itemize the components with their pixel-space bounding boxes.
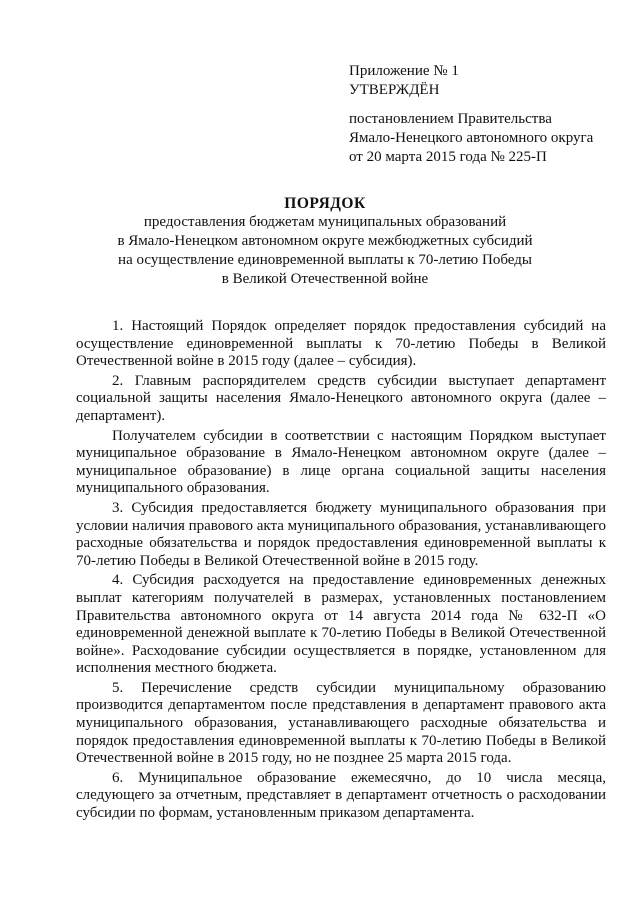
document-title: ПОРЯДОК [284,195,366,212]
approval-block [349,62,609,167]
paragraph: 4. Субсидия расходуется на предоставление единовременных денежных выплат категориям получателей в размерах, установленных постановлением Правительства автономного округа от 14 августа 2014 года № 632-П «О единовременной денежной выплате к 70-летию Победы в Великой Отечественной войне». Расходование субсидии осуществляется в порядке, установленном для исполнения местного бюджета. [76,572,606,677]
paragraph: 1. Настоящий Порядок определяет порядок предоставления субсидий на осуществление единовременной выплаты к 70-летию Победы в Великой Отечественной войне в 2015 году (далее – субсидия). [76,318,606,370]
resolution-line: постановлением Правительства [349,111,552,127]
paragraph: 6. Муниципальное образование ежемесячно, до 10 числа месяца, следующего за отчетным, представляет в департамент отчетность о расходовании субсидии по формам, установленным приказом департамента. [76,769,606,822]
resolution-line: Ямало-Ненецкого автономного округа [349,130,594,146]
paragraph: 3. Субсидия предоставляется бюджету муниципального образования при условии наличия правового акта муниципального образования, устанавливающего расходные обязательства и порядок предоставления единовременной выплаты к 70-летию Победы в Великой Отечественной войне в 2015 году. [76,499,606,569]
document-subtitle [95,213,555,289]
paragraph: Получателем субсидии в соответствии с настоящим Порядком выступает муниципальное образование в Ямало-Ненецком автономном округе (далее – муниципальное образование) в лице органа социальной защиты населения муниципального образования. [76,427,606,497]
paragraph: 5. Перечисление средств субсидии муниципальному образованию производится департаментом после представления в департамент правового акта муниципального образования, устанавливающего расходные обязательства и порядок предоставления единовременной выплаты к 70-летию Победы в Великой Отечественной войне в 2015 году, но не позднее 25 марта 2015 года. [76,679,606,767]
paragraph: 2. Главным распорядителем средств субсидии выступает департамент социальной защиты населения Ямало-Ненецкого автономного округа (далее – департамент). [76,372,606,424]
approved-stamp-text: УТВЕРЖДЁН [349,82,440,98]
resolution-line: от 20 марта 2015 года № 225-П [349,149,547,165]
subtitle-line: в Великой Отечественной войне [221,271,429,287]
subtitle-line: на осуществление единовременной выплаты к 70-летию Победы [118,252,532,268]
document-body [76,318,606,825]
subtitle-line: предоставления бюджетам муниципальных образований [143,214,507,230]
appendix-label: Приложение № 1 [349,63,459,79]
subtitle-line: в Ямало-Ненецком автономном округе межбюджетных субсидий [117,233,533,249]
